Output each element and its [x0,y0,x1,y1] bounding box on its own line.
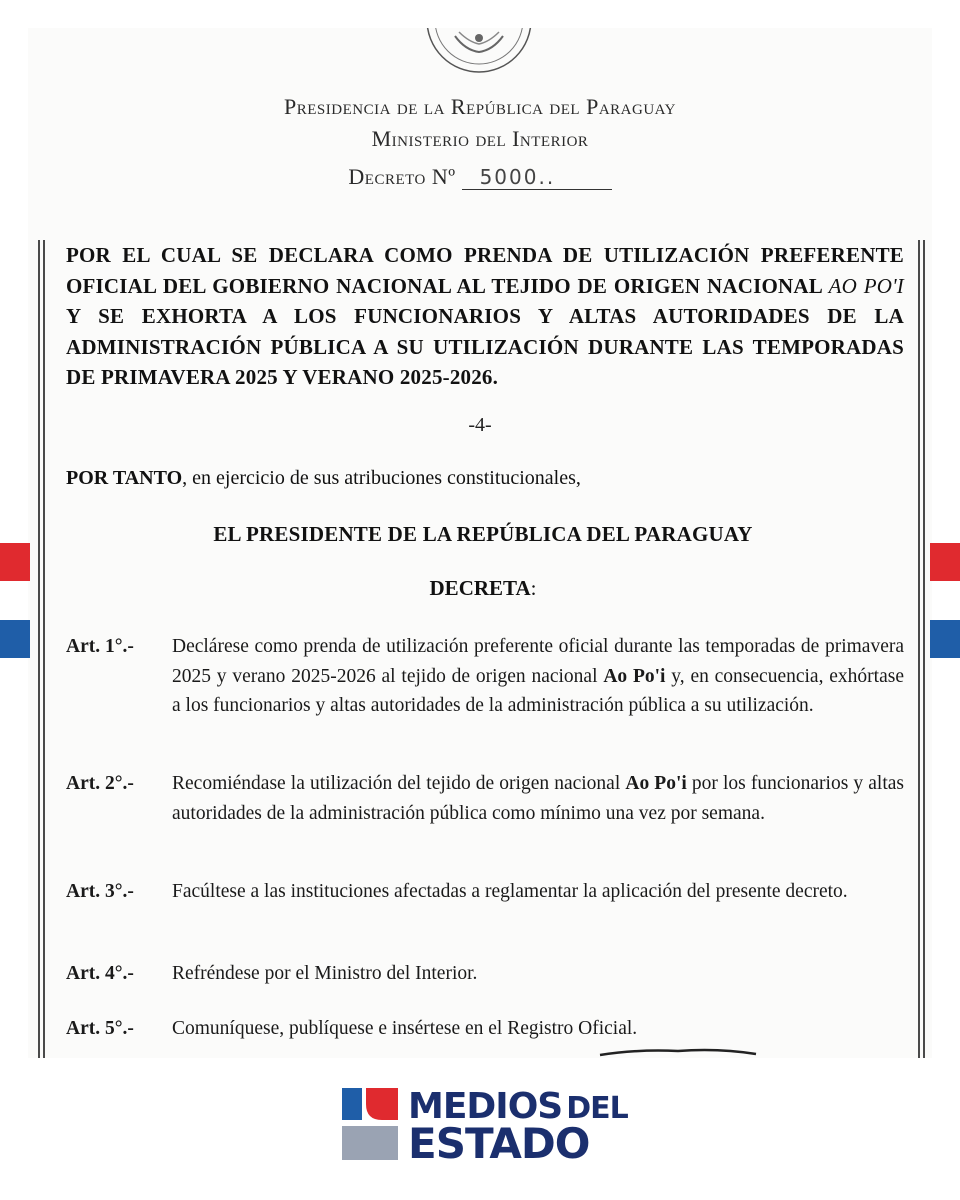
flag-stripe-red [0,543,30,581]
signature-stroke [598,1046,758,1058]
article-text: Recomiéndase la utilización del tejido de origen nacional Ao Po'i por los funcionarios y altas autoridades de la administración pública como mínimo una vez por semana. [172,773,904,824]
national-seal-icon [425,28,533,76]
decree-title [66,240,904,393]
logo-text-line2: ESTADO [408,1119,590,1168]
flag-stripe-blue [0,620,30,658]
article-text: Comuníquese, publíquese e insértese en el Registro Oficial. [172,1018,638,1039]
title-text-cont: Y SE EXHORTA A LOS FUNCIONARIOS Y ALTAS AUTORIDADES DE LA ADMINISTRACIÓN PÚBLICA A SU UTILIZACIÓN DURANTE LAS TEMPORADAS DE PRIMAVERA 2025 Y VERANO 2025-2026. [66,304,904,389]
medios-del-estado-logo [342,1086,632,1166]
article-3 [66,877,904,907]
decreta-word: DECRETA [429,576,531,600]
decreta-colon: : [530,576,537,600]
por-tanto-clause [66,467,581,490]
flag-stripe-red [930,543,960,581]
article-text: Refréndese por el Ministro del Interior. [172,963,478,984]
article-label: Art. 4°.- [66,963,134,984]
por-tanto-label: POR TANTO [66,467,183,489]
article-text: Declárese como prenda de utilización preferente oficial durante las temporadas de primavera 2025 y verano 2025-2026 al tejido de origen nacional Ao Po'i y, en consecuencia, exhórtase a los funcionarios y altas autoridades de la administración pública a su utilización. [172,636,904,716]
decreta-heading [0,576,960,601]
article-label: Art. 3°.- [66,881,134,902]
right-margin-rule [918,240,920,1058]
decree-label: Decreto Nº [348,164,456,189]
decree-number-line [0,164,960,190]
decree-number: 5000.. [462,165,612,190]
article-5 [66,1014,904,1044]
article-label: Art. 5°.- [66,1018,134,1039]
left-margin-rule [43,240,45,1058]
article-1 [66,632,904,721]
flag-stripe-blue [930,620,960,658]
medios-logo-icon [342,1088,398,1160]
article-4 [66,959,904,989]
president-heading: EL PRESIDENTE DE LA REPÚBLICA DEL PARAGUAY [213,522,753,546]
title-text: POR EL CUAL SE DECLARA COMO PRENDA DE UTILIZACIÓN PREFERENTE OFICIAL DEL GOBIERNO NACIONAL AL TEJIDO DE ORIGEN NACIONAL [66,243,904,298]
right-margin-rule [923,240,925,1058]
header-presidency: Presidencia de la República del Paraguay [284,94,676,119]
article-text: Facúltese a las instituciones afectadas a reglamentar la aplicación del presente decreto. [172,881,848,902]
title-fabric-name: AO PO'I [828,273,905,298]
left-margin-rule [38,240,40,1058]
logo-text-line1: MEDIOS DEL [408,1086,628,1127]
article-2 [66,769,904,828]
article-label: Art. 1°.- [66,636,134,657]
por-tanto-text: , en ejercicio de sus atribuciones constitucionales, [182,467,581,489]
article-label: Art. 2°.- [66,773,134,794]
header-ministry: Ministerio del Interior [371,126,589,151]
page-number: -4- [468,414,492,436]
